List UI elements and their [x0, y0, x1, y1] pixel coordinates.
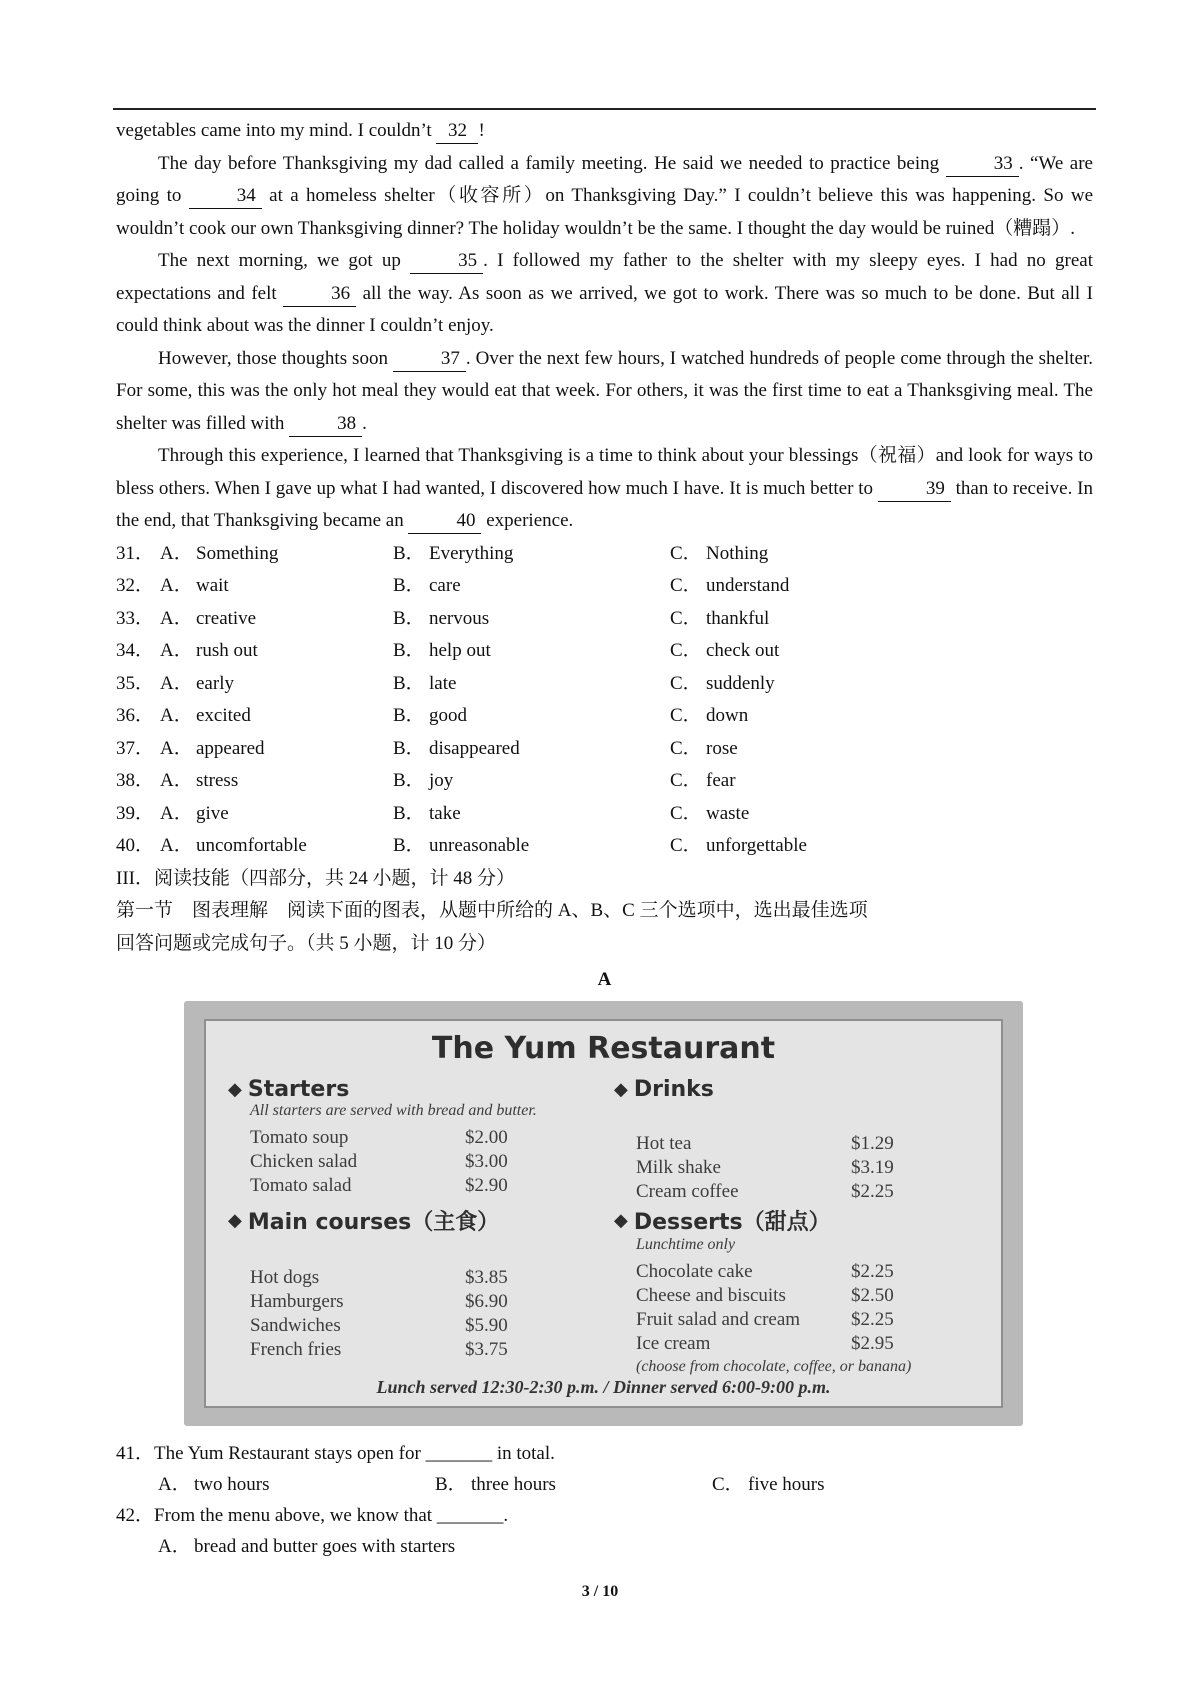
menu-item — [636, 1284, 994, 1308]
option-text: unforgettable — [706, 835, 807, 856]
option-text: understand — [706, 575, 790, 596]
starters-note: All starters are served with bread and butter. — [250, 1102, 537, 1119]
section-instruction-line-1: 第一节 图表理解 阅读下面的图表，从题中所给的 A、B、C 三个选项中，选出最佳选项 — [116, 900, 868, 921]
menu-item-price: $2.50 — [851, 1285, 894, 1306]
question-42-options — [116, 1531, 1093, 1562]
option-text: creative — [196, 607, 257, 629]
question-number: 34． — [116, 640, 155, 661]
cloze-question-row — [116, 603, 1093, 636]
option-text: unreasonable — [429, 835, 530, 856]
option-cell — [670, 830, 1093, 863]
passage-and-questions — [116, 115, 1093, 997]
text: all the way. As soon as we arrived, we got to work. There was so much to be done. But all I could think about was the dinner I couldn’t enjoy. — [116, 282, 1093, 336]
ice-cream-flavours: (choose from chocolate, coffee, or banana) — [636, 1358, 912, 1375]
option-text: suddenly — [706, 672, 775, 694]
part-letter: A — [597, 969, 612, 990]
option-letter: C． — [670, 802, 702, 824]
option-text: good — [429, 705, 467, 726]
text: The next morning, we got up — [158, 250, 411, 271]
option-cell — [393, 830, 670, 863]
option-cell — [393, 798, 670, 831]
cloze-question-row — [116, 635, 1093, 668]
option-text: stress — [196, 770, 239, 791]
page-number: 3 / 10 — [581, 1583, 619, 1600]
option-letter: A． — [160, 542, 193, 564]
option-text: take — [429, 802, 461, 824]
main-courses-items — [228, 1266, 608, 1362]
option-text: rush out — [196, 640, 258, 661]
passage-paragraph-5 — [116, 440, 1093, 538]
option-cell — [393, 603, 670, 636]
main-courses-section — [228, 1205, 608, 1362]
option-letter: B． — [393, 835, 425, 856]
menu-item — [636, 1132, 994, 1156]
question-42-stem: 42．From the menu above, we know that _______. — [116, 1505, 509, 1526]
option-letter: A． — [160, 607, 193, 629]
option-text: Everything — [429, 542, 514, 564]
passage-paragraph-3 — [116, 245, 1093, 343]
option-text: give — [196, 802, 229, 824]
option-text: two hours — [194, 1474, 270, 1495]
menu-item-name: Cream coffee — [636, 1181, 739, 1202]
option-letter: C． — [670, 575, 702, 596]
reading-questions — [116, 1438, 1093, 1562]
menu-item-price: $3.85 — [465, 1267, 508, 1288]
cloze-question-row — [116, 733, 1093, 766]
option-cell — [116, 538, 393, 571]
cloze-question-row — [116, 765, 1093, 798]
menu-title: The Yum Restaurant — [431, 1031, 776, 1066]
menu-item-price: $2.90 — [465, 1175, 508, 1196]
diamond-bullet-icon: ◆ — [228, 1079, 242, 1100]
option-letter: C． — [670, 737, 702, 759]
option-letter: C． — [670, 770, 702, 791]
blank-32: 32 — [436, 119, 478, 144]
text: at a homeless shelter（收容所）on Thanksgiving Day.” I couldn’t believe this was happening. So we wouldn’t cook our own Thanksgiving dinner? The holiday wouldn’t be the same. I thought the day would be ruined（糟蹋）. — [116, 185, 1093, 239]
question-number: 33． — [116, 607, 155, 629]
cloze-question-row — [116, 798, 1093, 831]
option-letter: C． — [670, 542, 702, 564]
question-number: 31． — [116, 542, 155, 564]
option-a — [158, 1531, 455, 1562]
option-letter: A． — [158, 1474, 191, 1495]
section-instruction-line-2: 回答问题或完成句子。（共 5 小题，计 10 分） — [116, 932, 497, 954]
menu-item-name: Chicken salad — [250, 1151, 358, 1172]
main-courses-heading — [228, 1205, 608, 1236]
cloze-question-row — [116, 830, 1093, 863]
heading-text: Drinks — [633, 1077, 714, 1102]
menu-item — [636, 1308, 994, 1332]
option-cell — [393, 668, 670, 701]
menu-item — [250, 1126, 608, 1150]
option-cell — [670, 798, 1093, 831]
option-text: waste — [706, 802, 750, 824]
option-cell — [116, 765, 393, 798]
option-text: excited — [196, 705, 251, 726]
text: experience. — [481, 510, 574, 531]
option-text: uncomfortable — [196, 835, 307, 856]
menu-item-price: $1.29 — [851, 1133, 894, 1154]
option-letter: C． — [670, 835, 702, 856]
option-cell — [393, 538, 670, 571]
option-letter: A． — [160, 640, 193, 661]
option-cell — [116, 830, 393, 863]
menu-item-name: Hot tea — [636, 1133, 692, 1154]
menu-item-price: $2.25 — [851, 1181, 894, 1202]
menu-hours: Lunch served 12:30-2:30 p.m. / Dinner served 6:00-9:00 p.m. — [376, 1377, 831, 1397]
menu-item — [250, 1266, 608, 1290]
menu-item-name: Ice cream — [636, 1333, 711, 1354]
option-letter: A． — [160, 705, 193, 726]
question-number: 39． — [116, 802, 155, 824]
option-text: nervous — [429, 607, 490, 629]
option-letter: A． — [160, 802, 193, 824]
option-letter: B． — [393, 640, 425, 661]
option-cell — [670, 733, 1093, 766]
option-text: joy — [429, 770, 454, 791]
option-letter: A． — [158, 1536, 191, 1557]
diamond-bullet-icon: ◆ — [614, 1210, 628, 1231]
question-number: 32． — [116, 575, 155, 596]
menu-item — [250, 1174, 608, 1198]
question-number: 37． — [116, 737, 155, 759]
starters-items — [228, 1126, 608, 1198]
heading-text: Desserts（甜点） — [633, 1210, 831, 1235]
text: The day before Thanksgiving my dad called a family meeting. He said we needed to practice being — [158, 152, 946, 174]
desserts-heading — [614, 1205, 994, 1236]
menu-item — [250, 1338, 608, 1362]
option-letter: B． — [393, 542, 425, 564]
option-b — [435, 1469, 712, 1500]
passage-paragraph-2 — [116, 148, 1093, 246]
option-text: help out — [429, 640, 491, 661]
text: . — [362, 412, 367, 434]
option-letter: C． — [670, 705, 702, 726]
question-41-options — [116, 1469, 1093, 1500]
desserts-items — [614, 1260, 994, 1356]
blank-39: 39 — [878, 477, 951, 502]
menu-item-name: Hot dogs — [250, 1267, 320, 1288]
option-cell — [670, 538, 1093, 571]
option-cell — [116, 733, 393, 766]
menu-item — [636, 1156, 994, 1180]
option-letter: B． — [393, 705, 425, 726]
menu-item-name: Milk shake — [636, 1157, 721, 1178]
option-letter: C． — [670, 640, 702, 661]
option-text: late — [429, 672, 457, 694]
header-rule — [113, 108, 1096, 110]
option-cell — [116, 798, 393, 831]
option-letter: A． — [160, 770, 193, 791]
option-letter: A． — [160, 737, 193, 759]
heading-text: Main courses（主食） — [247, 1210, 500, 1235]
option-text: Nothing — [706, 542, 769, 564]
menu-item-price: $2.95 — [851, 1333, 894, 1354]
menu-item — [250, 1314, 608, 1338]
passage-paragraph-1 — [116, 115, 1093, 148]
desserts-note: Lunchtime only — [636, 1236, 736, 1253]
cloze-question-row — [116, 700, 1093, 733]
passage-paragraph-4 — [116, 343, 1093, 441]
text: . I followed my father to the shelter with my sleepy eyes. I had no great expectations and felt — [116, 250, 1093, 304]
blank-34: 34 — [189, 184, 262, 209]
cloze-question-row — [116, 668, 1093, 701]
menu-item-price: $2.25 — [851, 1261, 894, 1282]
option-text: three hours — [471, 1474, 556, 1495]
option-letter: C． — [670, 672, 702, 694]
option-letter: B． — [393, 607, 425, 629]
option-text: Something — [196, 542, 279, 564]
desserts-section — [614, 1205, 994, 1376]
menu-item-price: $2.00 — [465, 1127, 508, 1148]
option-text: appeared — [196, 737, 265, 759]
blank-35: 35 — [410, 249, 483, 274]
option-cell — [670, 700, 1093, 733]
option-cell — [670, 765, 1093, 798]
menu-item-price: $3.75 — [465, 1339, 508, 1360]
menu-item-name: Sandwiches — [250, 1315, 341, 1336]
option-letter: A． — [160, 835, 193, 856]
option-cell — [116, 700, 393, 733]
option-cell — [393, 570, 670, 603]
option-text: down — [706, 705, 749, 726]
menu-item — [636, 1180, 994, 1204]
cloze-question-row — [116, 570, 1093, 603]
option-text: care — [429, 575, 461, 596]
option-letter: B． — [393, 802, 425, 824]
diamond-bullet-icon: ◆ — [614, 1079, 628, 1100]
cloze-question-row — [116, 538, 1093, 571]
option-cell — [670, 668, 1093, 701]
blank-36: 36 — [283, 282, 356, 307]
blank-33: 33 — [946, 152, 1019, 177]
option-c — [712, 1469, 989, 1500]
option-letter: C． — [712, 1474, 744, 1495]
menu-item — [636, 1260, 994, 1284]
option-cell — [393, 733, 670, 766]
option-letter: A． — [160, 575, 193, 596]
text: . Over the next few hours, I watched hundreds of people come through the shelter. For some, this was the only hot meal they would eat that week. For others, it was the first time to eat a Thanksgiving meal. The shelter was filled with — [116, 347, 1094, 434]
option-cell — [670, 603, 1093, 636]
blank-40: 40 — [408, 509, 481, 534]
option-cell — [116, 603, 393, 636]
menu-item-name: Chocolate cake — [636, 1261, 753, 1282]
option-text: early — [196, 672, 234, 694]
question-41-stem: 41．The Yum Restaurant stays open for _______ in total. — [116, 1443, 555, 1464]
option-cell — [116, 668, 393, 701]
menu-item-price: $3.19 — [851, 1157, 894, 1178]
option-letter: B． — [393, 575, 425, 596]
menu-item — [250, 1150, 608, 1174]
menu-item-name: Hamburgers — [250, 1291, 344, 1312]
menu-item-price: $2.25 — [851, 1309, 894, 1330]
question-number: 35． — [116, 672, 155, 694]
question-number: 36． — [116, 705, 155, 726]
menu-item-name: Tomato soup — [250, 1127, 349, 1148]
option-text: five hours — [748, 1474, 825, 1495]
restaurant-menu-image — [184, 1001, 1023, 1426]
cloze-options-list — [116, 538, 1093, 863]
option-text: disappeared — [429, 737, 520, 759]
option-cell — [393, 765, 670, 798]
menu-board — [204, 1019, 1003, 1408]
option-letter: C． — [670, 607, 702, 629]
heading-text: Starters — [247, 1077, 350, 1102]
text: Through this experience, I learned that Thanksgiving is a time to think about your blessings（祝福）and look for ways to bless others. When I gave up what I had wanted, I discovered how much I have. It is much better to — [116, 445, 1093, 499]
text: . “We are going to — [116, 152, 1093, 206]
option-text: check out — [706, 640, 780, 661]
option-text: thankful — [706, 607, 770, 629]
option-cell — [393, 635, 670, 668]
option-text: bread and butter goes with starters — [194, 1536, 456, 1557]
option-a — [158, 1469, 435, 1500]
menu-item-price: $3.00 — [465, 1151, 508, 1172]
drinks-items — [614, 1132, 994, 1204]
text: than to receive. In the end, that Thanksgiving became an — [116, 477, 1094, 531]
question-number: 40． — [116, 835, 155, 856]
blank-37: 37 — [393, 347, 466, 372]
option-cell — [116, 635, 393, 668]
question-number: 38． — [116, 770, 155, 791]
option-cell — [670, 570, 1093, 603]
menu-item-name: Tomato salad — [250, 1175, 352, 1196]
section-heading: III．阅读技能（四部分，共 24 小题，计 48 分） — [116, 867, 515, 889]
blank-38: 38 — [289, 412, 362, 437]
option-letter: A． — [160, 672, 193, 694]
text: vegetables came into my mind. I couldn’t — [116, 120, 437, 141]
menu-item-price: $5.90 — [465, 1315, 508, 1336]
diamond-bullet-icon: ◆ — [228, 1210, 242, 1231]
option-letter: B． — [435, 1474, 467, 1495]
drinks-section — [614, 1077, 994, 1204]
starters-section — [228, 1077, 608, 1198]
menu-item-name: French fries — [250, 1339, 342, 1360]
option-letter: B． — [393, 737, 425, 759]
menu-item — [636, 1332, 994, 1356]
option-text: wait — [196, 575, 229, 596]
drinks-heading — [614, 1077, 994, 1102]
text: However, those thoughts soon — [158, 347, 393, 369]
starters-heading — [228, 1077, 608, 1102]
option-cell — [393, 700, 670, 733]
option-cell — [670, 635, 1093, 668]
option-letter: B． — [393, 770, 425, 791]
option-letter: B． — [393, 672, 425, 694]
option-cell — [116, 570, 393, 603]
option-text: rose — [706, 737, 738, 759]
menu-item-price: $6.90 — [465, 1291, 508, 1312]
menu-item — [250, 1290, 608, 1314]
menu-item-name: Cheese and biscuits — [636, 1285, 786, 1306]
text: ! — [478, 120, 485, 141]
option-text: fear — [706, 770, 736, 791]
menu-item-name: Fruit salad and cream — [636, 1309, 801, 1330]
